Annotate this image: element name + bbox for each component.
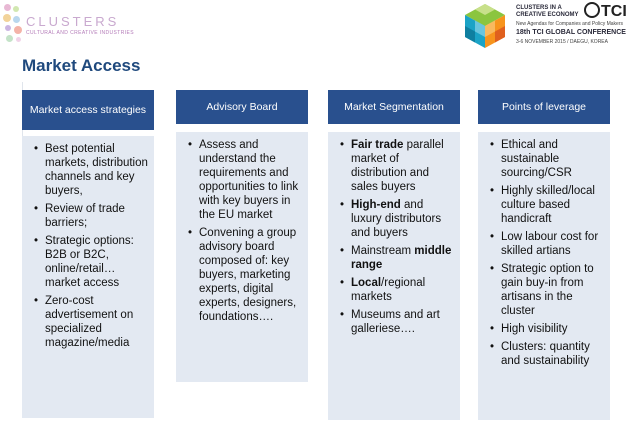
- column-advisory-board: [176, 90, 308, 382]
- tci-text: TCI: [601, 3, 627, 20]
- column-heading: Market access strategies: [22, 90, 154, 130]
- item-text: parallel market of distribution and sales buyers: [351, 139, 444, 193]
- bold-text: middle range: [351, 245, 452, 271]
- clusters-logo-text: CLUSTERS: [26, 14, 120, 29]
- tci-circle-icon: [584, 2, 600, 18]
- list-item: • Review of trade barriers;: [45, 202, 148, 230]
- conference-logo: [460, 2, 638, 50]
- item-text: Museums and art galleriese….: [351, 309, 440, 335]
- column-market-access-strategies: [22, 90, 154, 418]
- conference-tagline: New Agendas for Companies and Policy Makers: [516, 21, 623, 27]
- clusters-logo-subtitle: CULTURAL AND CREATIVE INDUSTRIES: [26, 30, 134, 36]
- conference-title-line1: CLUSTERS IN A: [516, 5, 562, 11]
- list-item: [351, 276, 454, 304]
- list-item: • Low labour cost for skilled artians: [501, 230, 604, 258]
- conference-title-line2: CREATIVE ECONOMY: [516, 12, 579, 18]
- conference-date: 3-6 NOVEMBER 2015 / DAEGU, KOREA: [516, 39, 608, 45]
- list-item: • Best potential markets, distribution channels and key buyers,: [45, 142, 148, 198]
- list-item: [351, 198, 454, 240]
- list-item: [351, 244, 454, 272]
- dots-logo-icon: [2, 2, 24, 46]
- item-text: and luxury distributors and buyers: [351, 199, 442, 239]
- bold-text: High-end: [351, 199, 401, 211]
- column-body: [328, 132, 460, 420]
- list-item: • High visibility: [501, 322, 604, 336]
- column-body: [176, 132, 308, 382]
- list-item: • Clusters: quantity and sustainability: [501, 340, 604, 368]
- list-item: • Ethical and sustainable sourcing/CSR: [501, 138, 604, 180]
- column-heading: Market Segmentation: [328, 90, 460, 124]
- page-title: Market Access: [22, 56, 141, 75]
- list-item: • Strategic options: B2B or B2C, online/retail… market access: [45, 234, 148, 290]
- cube-logo-icon: [460, 2, 510, 50]
- tci-logo: [584, 3, 627, 21]
- column-heading: Advisory Board: [176, 90, 308, 124]
- conference-name: 18th TCI GLOBAL CONFERENCE: [516, 29, 626, 36]
- item-text: Mainstream: [351, 245, 415, 257]
- column-points-of-leverage: [478, 90, 610, 420]
- column-body: [22, 136, 154, 418]
- list-item: • Highly skilled/local culture based handicraft: [501, 184, 604, 226]
- list-item: • Strategic option to gain buy-in from artisans in the cluster: [501, 262, 604, 318]
- clusters-logo: [0, 0, 150, 50]
- bold-text: Fair trade: [351, 139, 404, 151]
- slide-header: [0, 0, 638, 52]
- conference-title: [516, 5, 579, 19]
- list-item: [351, 138, 454, 194]
- column-body: [478, 132, 610, 420]
- column-market-segmentation: [328, 90, 460, 420]
- list-item: • Convening a group advisory board composed of: key buyers, marketing experts, digital experts, designers, foundations….: [199, 226, 302, 324]
- list-item: [351, 308, 454, 336]
- bold-text: Local: [351, 277, 382, 289]
- item-text: /regional markets: [351, 277, 426, 303]
- list-item: • Zero-cost advertisement on specialized magazine/media: [45, 294, 148, 350]
- list-item: • Assess and understand the requirements and opportunities to link with key buyers in the EU market: [199, 138, 302, 222]
- column-heading: Points of leverage: [478, 90, 610, 124]
